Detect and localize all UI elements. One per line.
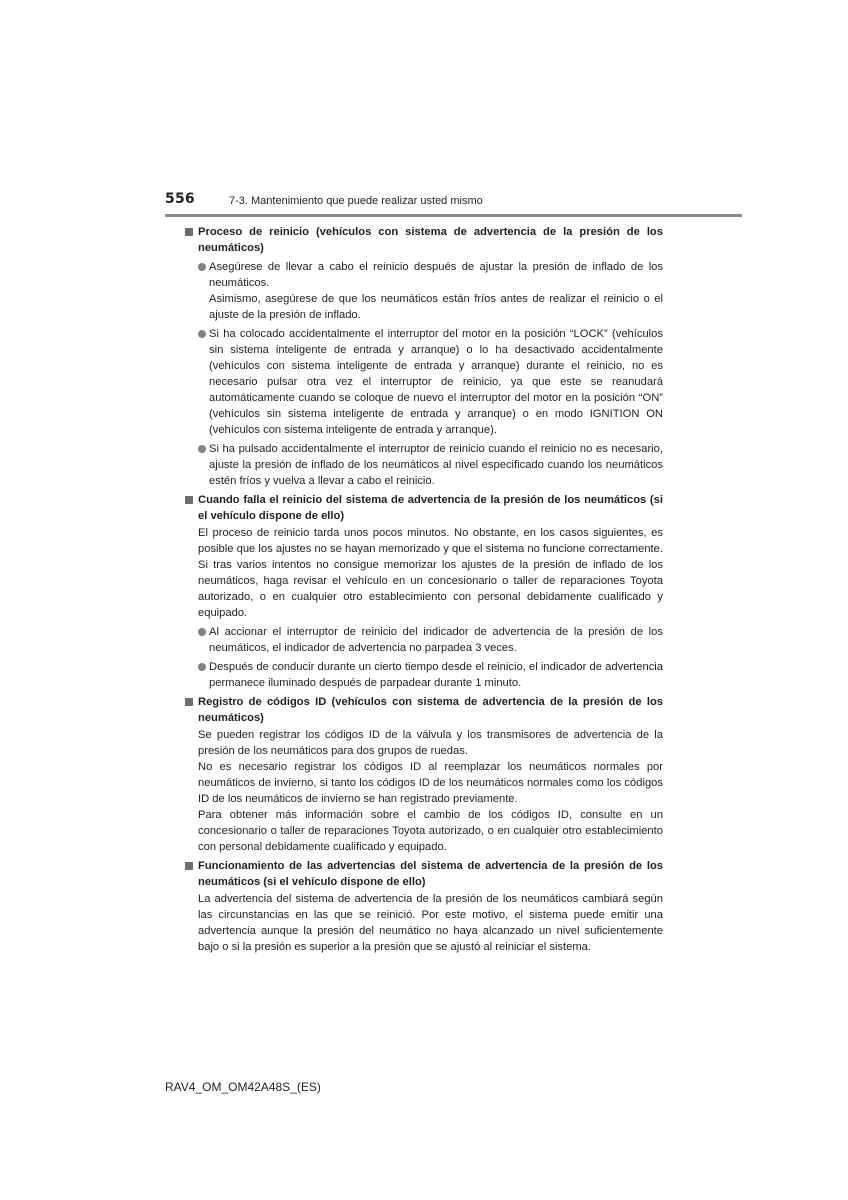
bullet-item — [198, 326, 663, 438]
bullet-text: Si ha colocado accidentalmente el interruptor del motor en la posición “LOCK” (vehículos sin sistema inteligente de entrada y arranque) o lo ha desactivado accidentalmente (vehículos con sistema inteligente de entrada y arranque) durante el reinicio, no es necesario pulsar otra vez el interruptor de reinicio, ya que este se reanudará automáticamente cuando se coloque de nuevo el interruptor del motor en la posición “ON” (vehículos sin sistema inteligente de entrada y arranque) o en modo IGNITION ON (vehículos con sistema inteligente de entrada y arranque). — [209, 328, 663, 436]
section-reset-failure — [185, 492, 663, 691]
section-warning-operation — [185, 858, 663, 955]
square-bullet-icon — [185, 862, 193, 870]
footer-document-code: RAV4_OM_OM42A48S_(ES) — [165, 1080, 321, 1094]
section-id-code-registration — [185, 694, 663, 855]
bullet-text: Asegúrese de llevar a cabo el reinicio después de ajustar la presión de inflado de los neumáticos. — [209, 261, 663, 289]
bullet-text: Después de conducir durante un cierto tiempo desde el reinicio, el indicador de advertencia permanece iluminado después de parpadear durante 1 minuto. — [209, 661, 663, 689]
main-content — [185, 224, 663, 955]
heading-text: Proceso de reinicio (vehículos con sistema de advertencia de la presión de los neumáticos) — [198, 226, 663, 254]
square-bullet-icon — [185, 228, 193, 236]
bullet-item — [198, 624, 663, 656]
section-paragraph: No es necesario registrar los códigos ID al reemplazar los neumáticos normales por neumáticos de invierno, si tanto los códigos ID de los neumáticos normales como los códigos ID de los neumáticos de invierno se han registrado previamente. — [198, 761, 663, 805]
heading-text: Funcionamiento de las advertencias del sistema de advertencia de la presión de los neumáticos (si el vehículo dispone de ello) — [198, 860, 663, 888]
section-paragraph: Para obtener más información sobre el cambio de los códigos ID, consulte en un concesionario o taller de reparaciones Toyota autorizado, o en cualquier otro establecimiento con personal debidamente cualificado y equipado. — [198, 809, 663, 853]
circle-bullet-icon — [198, 628, 206, 636]
heading-text: Registro de códigos ID (vehículos con sistema de advertencia de la presión de los neumáticos) — [198, 696, 663, 724]
circle-bullet-icon — [198, 663, 206, 671]
section-paragraph: La advertencia del sistema de advertencia de la presión de los neumáticos cambiará según las circunstancias en las que se reinició. Por este motivo, el sistema puede emitir una advertencia aunque la presión del neumático no haya alcanzado un nivel suficientemente bajo o si la presión es superior a la presión que se ajustó al reiniciar el sistema. — [198, 893, 663, 953]
header-rule — [165, 214, 742, 217]
section-heading — [185, 224, 663, 256]
circle-bullet-icon — [198, 445, 206, 453]
section-heading — [185, 694, 663, 726]
square-bullet-icon — [185, 496, 193, 504]
square-bullet-icon — [185, 698, 193, 706]
bullet-item — [198, 441, 663, 489]
bullet-text: Al accionar el interruptor de reinicio del indicador de advertencia de la presión de los neumáticos, el indicador de advertencia no parpadea 3 veces. — [209, 626, 663, 654]
bullet-item — [198, 659, 663, 691]
section-reset-process — [185, 224, 663, 489]
circle-bullet-icon — [198, 263, 206, 271]
bullet-text-continued: Asimismo, asegúrese de que los neumáticos están fríos antes de realizar el reinicio o el ajuste de la presión de inflado. — [209, 293, 663, 321]
section-reference: 7-3. Mantenimiento que puede realizar usted mismo — [229, 195, 483, 207]
section-heading — [185, 858, 663, 890]
section-heading — [185, 492, 663, 524]
bullet-text: Si ha pulsado accidentalmente el interruptor de reinicio cuando el reinicio no es necesario, ajuste la presión de inflado de los neumáticos al nivel especificado cuando los neumáticos estén fríos y vuelva a llevar a cabo el reinicio. — [209, 443, 663, 487]
page-number: 556 — [165, 191, 195, 207]
bullet-item — [198, 259, 663, 323]
section-paragraph: Se pueden registrar los códigos ID de la válvula y los transmisores de advertencia de la presión de los neumáticos para dos grupos de ruedas. — [198, 729, 663, 757]
section-paragraph: El proceso de reinicio tarda unos pocos minutos. No obstante, en los casos siguientes, es posible que los ajustes no se hayan memorizado y que el sistema no funcione correctamente. Si tras varios intentos no consigue memorizar los ajustes de la presión de inflado de los neumáticos, haga revisar el vehículo en un concesionario o taller de reparaciones Toyota autorizado, o en cualquier otro establecimiento con personal debidamente cualificado y equipado. — [198, 527, 663, 619]
heading-text: Cuando falla el reinicio del sistema de advertencia de la presión de los neumáticos (si el vehículo dispone de ello) — [198, 494, 663, 522]
circle-bullet-icon — [198, 330, 206, 338]
